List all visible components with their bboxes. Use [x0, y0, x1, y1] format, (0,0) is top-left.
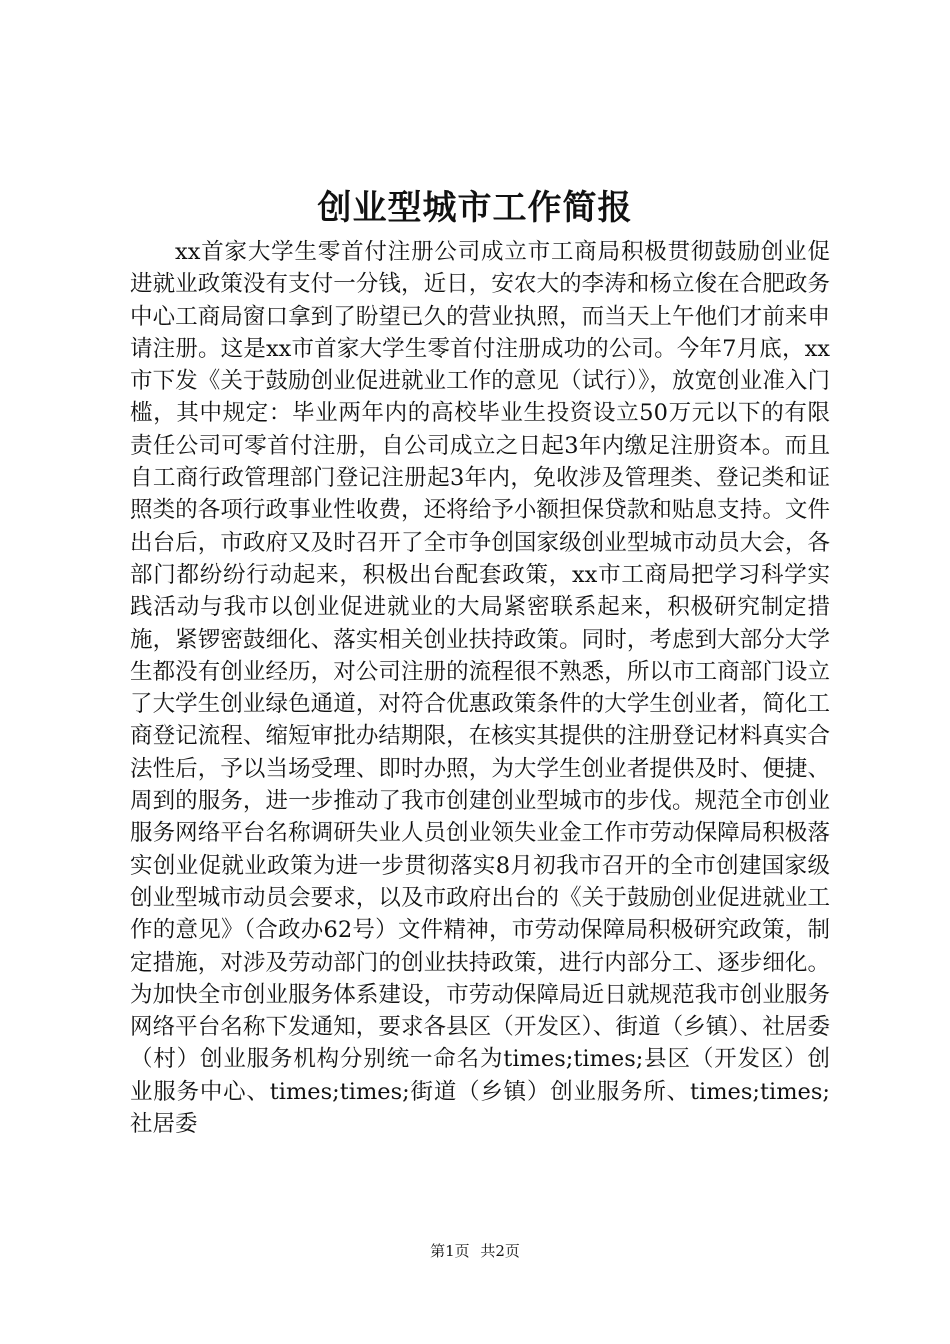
document-body: xx首家大学生零首付注册公司成立市工商局积极贯彻鼓励创业促进就业政策没有支付一分钱，近日，安农大的李涛和杨立俊在合肥政务中心工商局窗口拿到了盼望已久的营业执照，而当天上午他们才前来申请注册。这是xx市首家大学生零首付注册成功的公司。今年7月底，xx市下发《关于鼓励创业促进就业工作的意见（试行）》，放宽创业准入门槛，其中规定：毕业两年内的高校毕业生投资设立50万元以下的有限责任公司可零首付注册，自公司成立之日起3年内缴足注册资本。而且自工商行政管理部门登记注册起3年内，免收涉及管理类、登记类和证照类的各项行政事业性收费，还将给予小额担保贷款和贴息支持。文件出台后，市政府又及时召开了全市争创国家级创业型城市动员大会，各部门都纷纷行动起来，积极出台配套政策，xx市工商局把学习科学实践活动与我市以创业促进就业的大局紧密联系起来，积极研究制定措施，紧锣密鼓细化、落实相关创业扶持政策。同时，考虑到大部分大学生都没有创业经历，对公司注册的流程很不熟悉，所以市工商部门设立了大学生创业绿色通道，对符合优惠政策条件的大学生创业者，简化工商登记流程、缩短审批办结期限，在核实其提供的注册登记材料真实合法性后，予以当场受理、即时办照，为大学生创业者提供及时、便捷、周到的服务，进一步推动了我市创建创业型城市的步伐。规范全市创业服务网络平台名称调研失业人员创业领失业金工作市劳动保障局积极落实创业促就业政策为进一步贯彻落实8月初我市召开的全市创建国家级创业型城市动员会要求，以及市政府出台的《关于鼓励创业促进就业工作的意见》（合政办62号）文件精神，市劳动保障局积极研究政策，制定措施，对涉及劳动部门的创业扶持政策，进行内部分工、逐步细化。为加快全市创业服务体系建设，市劳动保障局近日就规范我市创业服务网络平台名称下发通知，要求各县区（开发区）、街道（乡镇）、社居委（村）创业服务机构分别统一命名为times;times;县区（开发区）创业服务中心、times;times;街道（乡镇）创业服务所、times;times;社居委	[130, 239, 830, 1138]
document-title: 创业型城市工作简报	[317, 188, 633, 228]
page-number-total: 共2页	[480, 1242, 520, 1260]
page-number-current: 第1页	[430, 1242, 470, 1260]
page-footer	[0, 1241, 950, 1261]
